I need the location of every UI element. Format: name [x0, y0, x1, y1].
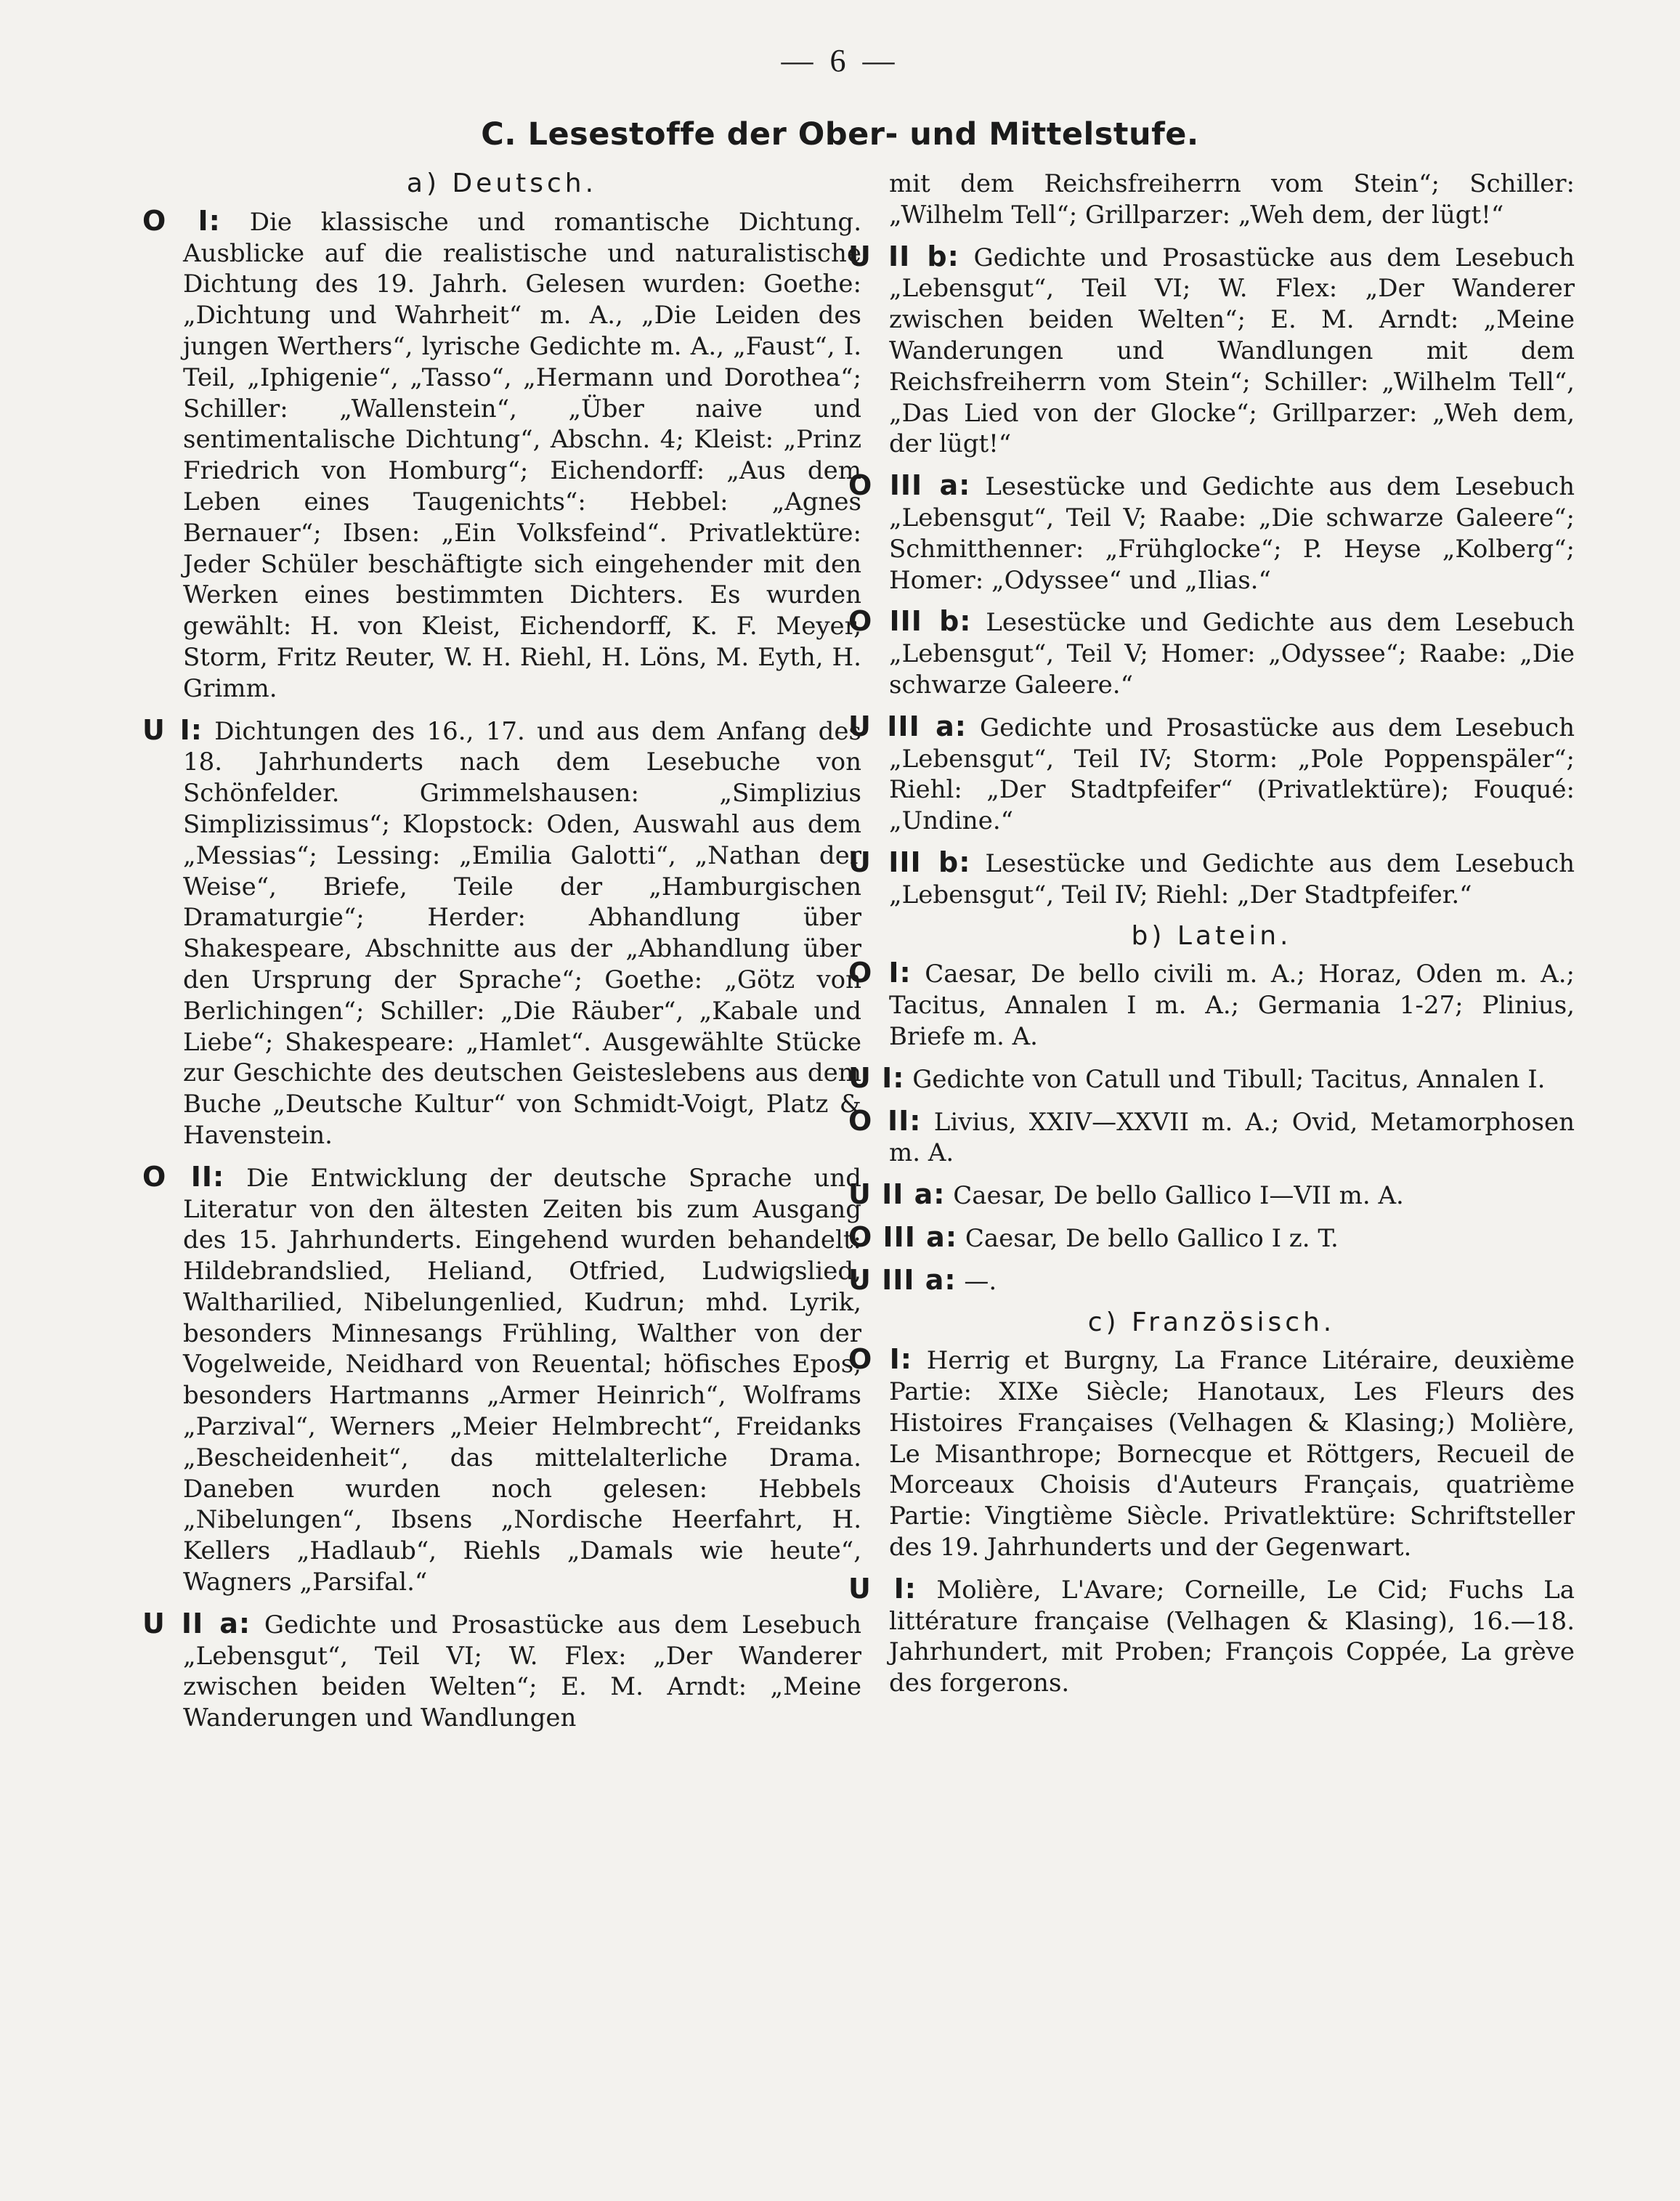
entry-label: U I: — [848, 1061, 905, 1094]
entry-label: U II a: — [142, 1607, 251, 1639]
entry-label: U I: — [142, 713, 203, 746]
entry-text: —. — [964, 1266, 997, 1296]
entry-deutsch-uiiib — [848, 847, 1575, 911]
entry-latein-ui — [848, 1063, 1575, 1095]
entry-text: Gedichte von Catull und Tibull; Tacitus, Annalen I. — [912, 1064, 1546, 1094]
entry-text: Dichtungen des 16., 17. und aus dem Anfang des 18. Jahrhunderts nach dem Lesebuche von Schönfelder. Grimmelshausen: „Simplizius Simplizissimus“; Klopstock: Oden, Auswahl aus dem „Messias“; Lessing: „Emilia Galotti“, „Nathan der Weise“, Briefe, Teile der „Hamburgischen Dramaturgie“; Herder: Abhandlung über Shakespeare, Abschnitte aus der „Abhandlung über den Ursprung der Sprache“; Goethe: „Götz von Berlichingen“; Schiller: „Die Räuber“, „Kabale und Liebe“; Shakespeare: „Hamlet“. Ausgewählte Stücke zur Geschichte des deutschen Geisteslebens aus dem Buche „Deutsche Kultur“ von Schmidt-Voigt, Platz & Havenstein. — [183, 716, 862, 1150]
page-number: — 6 — — [781, 43, 899, 78]
entry-continuation: mit dem Reichsfreiherrn vom Stein“; Schiller: „Wilhelm Tell“; Grillparzer: „Weh dem, der lügt!“ — [889, 169, 1575, 230]
entry-label: O I: — [142, 204, 221, 237]
entry-text: Lesestücke und Gedichte aus dem Lesebuch „Lebensgut“, Teil V; Raabe: „Die schwarze Galeere“; Schmitthenner: „Frühglocke“; P. Heyse „Kolberg“; Homer: „Odyssee“ und „Ilias.“ — [889, 472, 1575, 595]
entry-latein-uiia — [848, 1179, 1575, 1212]
entry-label: O II: — [848, 1104, 922, 1137]
entry-text: Gedichte und Prosastücke aus dem Lesebuch „Lebensgut“, Teil VI; W. Flex: „Der Wanderer zwischen beiden Welten“; E. M. Arndt: „Meine Wanderungen und Wandlungen mit dem Reichsfreiherrn vom Stein“; Schiller: „Wilhelm Tell“, „Das Lied von der Glocke“; Grillparzer: „Weh dem, der lügt!“ — [889, 243, 1575, 459]
entry-label: O II: — [142, 1160, 225, 1193]
entry-franz-oi — [848, 1344, 1575, 1563]
entry-franz-ui — [848, 1573, 1575, 1699]
entry-label: O I: — [848, 1343, 912, 1376]
entry-deutsch-oiiib — [848, 606, 1575, 700]
entry-latein-uiiia — [848, 1265, 1575, 1297]
entry-label: U III a: — [848, 710, 967, 742]
entry-text: Caesar, De bello civili m. A.; Horaz, Oden m. A.; Tacitus, Annalen I m. A.; Germania 1-27; Plinius, Briefe m. A. — [889, 960, 1575, 1051]
entry-deutsch-oi — [142, 206, 861, 705]
entry-deutsch-oii — [142, 1162, 861, 1598]
entry-latein-oiiia — [848, 1222, 1575, 1254]
left-column — [142, 169, 861, 1744]
entry-text: Die Entwicklung der deutsche Sprache und Literatur von den ältesten Zeiten bis zum Ausgang des 15. Jahrhunderts. Eingehend wurden behandelt: Hildebrandslied, Heliand, Otfried, Ludwigslied, Waltharilied, Nibelungenlied, Kudrun; mhd. Lyrik, besonders Minnesangs Frühling, Walther von der Vogelweide, Neidhard von Reuental; höfisches Epos, besonders Hartmanns „Armer Heinrich“, Wolframs „Parzival“, Werners „Meier Helmbrecht“, Freidanks „Bescheidenheit“, das mittelalterliche Drama. Daneben wurden noch gelesen: Hebbels „Nibelungen“, Ibsens „Nordische Heerfahrt, H. Kellers „Hadlaub“, Riehls „Damals wie heute“, Wagners „Parsifal.“ — [183, 1163, 861, 1597]
entry-deutsch-oiiia — [848, 470, 1575, 596]
entry-label: O III a: — [848, 1220, 958, 1253]
entry-latein-oi — [848, 957, 1575, 1052]
entry-label: U III b: — [848, 846, 971, 878]
subheading-deutsch: a) Deutsch. — [406, 169, 598, 198]
entry-text: Gedichte und Prosastücke aus dem Lesebuch „Lebensgut“, Teil VI; W. Flex: „Der Wanderer zwischen beiden Welten“; E. M. Arndt: „Meine Wanderungen und Wandlungen — [183, 1610, 862, 1733]
entry-text: Caesar, De bello Gallico I z. T. — [965, 1223, 1339, 1253]
entry-text: Livius, XXIV—XXVII m. A.; Ovid, Metamorphosen m. A. — [889, 1107, 1575, 1168]
entry-deutsch-ui — [142, 715, 861, 1151]
right-column — [848, 169, 1575, 1709]
subheading-franzoesisch: c) Französisch. — [1087, 1307, 1336, 1337]
section-heading: C. Lesestoffe der Ober- und Mittelstufe. — [481, 116, 1199, 153]
entry-label: U III a: — [848, 1263, 957, 1296]
entry-deutsch-uiib — [848, 241, 1575, 461]
entry-deutsch-uiia — [142, 1608, 861, 1734]
entry-text: Caesar, De bello Gallico I—VII m. A. — [953, 1181, 1404, 1211]
entry-text: Lesestücke und Gedichte aus dem Lesebuch „Lebensgut“, Teil V; Homer: „Odyssee“; Raabe: „Die schwarze Galeere.“ — [889, 608, 1575, 700]
entry-text: Die klassische und romantische Dichtung. Ausblicke auf die realistische und naturalistische Dichtung des 19. Jahrh. Gelesen wurden: Goethe: „Dichtung und Wahrheit“ m. A., „Die Leiden des jungen Werthers“, lyrische Gedichte m. A., „Faust“, I. Teil, „Iphigenie“, „Tasso“, „Hermann und Dorothea“; Schiller: „Wallenstein“, „Über naive und sentimentalische Dichtung“, Abschn. 4; Kleist: „Prinz Friedrich von Homburg“; Eichendorff: „Aus dem Leben eines Taugenichts“: Hebbel: „Agnes Bernauer“; Ibsen: „Ein Volksfeind“. Privatlektüre: Jeder Schüler beschäftigte sich eingehender mit den Werken eines bestimmten Dichters. Es wurden gewählt: H. von Kleist, Eichendorff, K. F. Meyer, Storm, Fritz Reuter, W. H. Riehl, H. Löns, M. Eyth, H. Grimm. — [183, 207, 862, 703]
entry-label: O I: — [848, 957, 912, 989]
entry-text: Gedichte und Prosastücke aus dem Lesebuch „Lebensgut“, Teil IV; Storm: „Pole Poppenspäler“; Riehl: „Der Stadtpfeifer“ (Privatlektüre); Fouqué: „Undine.“ — [889, 713, 1575, 836]
entry-latein-oii — [848, 1106, 1575, 1170]
entry-label: U II a: — [848, 1178, 946, 1211]
entry-label: O III b: — [848, 605, 972, 638]
entry-label: U I: — [848, 1572, 917, 1605]
entry-text: Molière, L'Avare; Corneille, Le Cid; Fuchs La littérature française (Velhagen & Klasing), 16.—18. Jahrhundert, mit Proben; François Coppée, La grève des forgerons. — [889, 1575, 1575, 1698]
entry-deutsch-uiiia — [848, 711, 1575, 837]
entry-text: Lesestücke und Gedichte aus dem Lesebuch „Lebensgut“, Teil IV; Riehl: „Der Stadtpfeifer.“ — [889, 848, 1575, 909]
subheading-latein: b) Latein. — [1131, 920, 1292, 951]
entry-label: O III a: — [848, 469, 971, 502]
entry-text: Herrig et Burgny, La France Litéraire, deuxième Partie: XIXe Siècle; Hanotaux, Les Fleurs des Histoires Françaises (Velhagen & Klasing;) Molière, Le Misanthrope; Bornecque et Röttgers, Recueil de Morceaux Choisis d'Auteurs Français, quatrième Partie: Vingtième Siècle. Privatlektüre: Schriftsteller des 19. Jahrhunderts und der Gegenwart. — [889, 1346, 1575, 1562]
entry-label: U II b: — [848, 240, 959, 272]
